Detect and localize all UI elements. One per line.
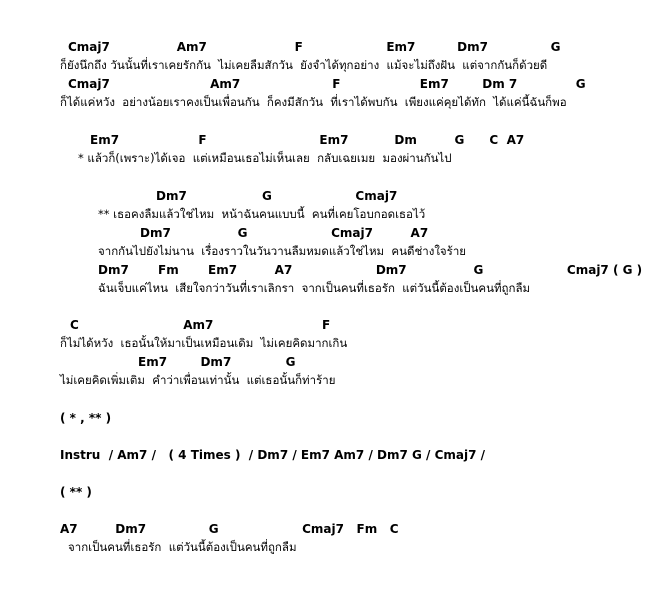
verse1-chords-line-1: Cmaj7 Am7 F Em7 Dm7 G xyxy=(68,40,561,54)
outro-chords: A7 Dm7 G Cmaj7 Fm C xyxy=(60,522,399,536)
instrumental-line: Instru / Am7 / ( 4 Times ) / Dm7 / Em7 Am7 / Dm7 G / Cmaj7 / xyxy=(60,448,486,462)
chorus-b-lyrics-line-3: ฉันเจ็บแค่ไหน เสียใจกว่าวันที่เราเลิกรา จากเป็นคนที่เธอรัก แต่วันนี้ต้องเป็นคนที่ถูกลืม xyxy=(98,281,531,295)
chorus-a-lyrics: * แล้วก็(เพราะ)ได้เจอ แต่เหมือนเธอไม่เห็นเลย กลับเฉยเมย มองผ่านกันไป xyxy=(78,151,452,165)
chorus-b-chords-line-1: Dm7 G Cmaj7 xyxy=(156,189,398,203)
verse1-chords-line-2: Cmaj7 Am7 F Em7 Dm 7 G xyxy=(68,77,586,91)
verse1-lyrics-line-1: ก็ยังนึกถึง วันนั้นที่เราเคยรักกัน ไม่เคยลืมสักวัน ยังจำได้ทุกอย่าง แม้จะไม่ถึงฝัน แต่จากกันก็ด้วยดี xyxy=(60,58,548,72)
verse2-chords-line-2: Em7 Dm7 G xyxy=(138,355,296,369)
repeat-chorus-mark: ( ** ) xyxy=(60,485,92,499)
outro-lyrics: จากเป็นคนที่เธอรัก แต่วันนี้ต้องเป็นคนที่ถูกลืม xyxy=(68,540,297,554)
chorus-a-chords: Em7 F Em7 Dm G C A7 xyxy=(90,133,525,147)
verse2-chords-line-1: C Am7 F xyxy=(70,318,331,332)
chorus-b-lyrics-line-1: ** เธอคงลืมแล้วใช่ไหม หน้าฉันคนแบบนี้ คนที่เคยโอบกอดเธอไว้ xyxy=(98,207,426,221)
verse2-lyrics-line-1: ก็ไม่ได้หวัง เธอนั้นให้มาเป็นเหมือนเดิม ไม่เคยคิดมากเกิน xyxy=(60,336,348,350)
chorus-b-lyrics-line-2: จากกันไปยังไม่นาน เรื่องราวในวันวานลืมหมดแล้วใช่ไหม คนดีช่างใจร้าย xyxy=(98,244,467,258)
chorus-b-chords-line-3: Dm7 Fm Em7 A7 Dm7 G Cmaj7 ( G ) xyxy=(98,263,643,277)
verse1-lyrics-line-2: ก็ได้แค่หวัง อย่างน้อยเราคงเป็นเพื่อนกัน ก็คงมีสักวัน ที่เราได้พบกัน เพียงแค่คุยได้ทัก ได้แค่นี้ฉันก็พอ xyxy=(60,95,567,109)
verse2-lyrics-line-2: ไม่เคยคิดเพิ่มเติม คำว่าเพื่อนเท่านั้น แต่เธอนั้นก็ท่าร้าย xyxy=(60,373,336,387)
repeat-mark: ( * , ** ) xyxy=(60,411,112,425)
chorus-b-chords-line-2: Dm7 G Cmaj7 A7 xyxy=(140,226,429,240)
